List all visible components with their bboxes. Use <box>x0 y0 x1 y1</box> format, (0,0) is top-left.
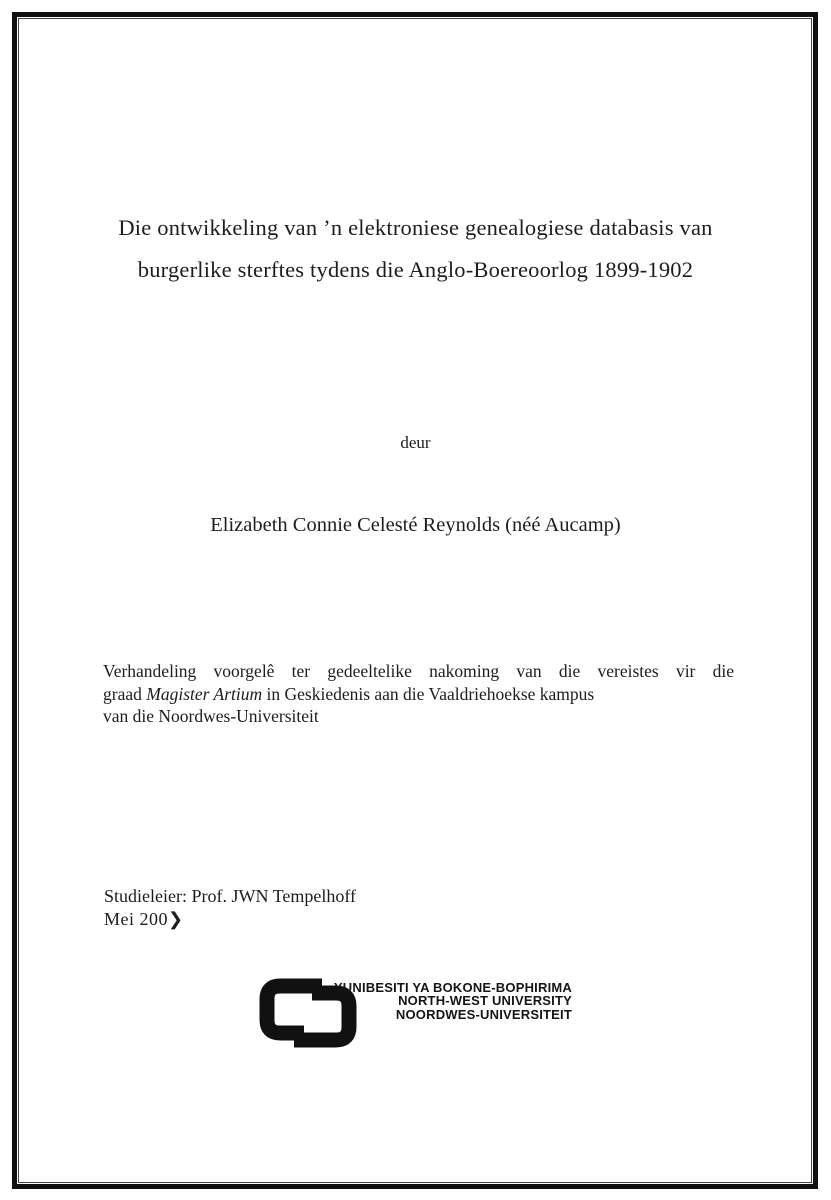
degree-statement-line-2-suffix: in Geskiedenis aan die Vaaldriehoekse kampus <box>262 683 595 704</box>
byline-label: deur <box>400 433 431 452</box>
degree-statement-line-1: Verhandeling voorgelê ter gedeeltelike nakoming van die vereistes vir die <box>103 661 734 681</box>
nwu-logo-text-line-1: YUNIBESITI YA BOKONE-BOPHIRIMA <box>333 980 572 995</box>
author-name: Elizabeth Connie Celesté Reynolds (néé Aucamp) <box>210 514 621 536</box>
thesis-title <box>60 207 771 291</box>
nwu-logo-text-line-3: NOORDWES-UNIVERSITEIT <box>395 1006 572 1022</box>
degree-statement <box>103 660 734 728</box>
supervisor-line: Studieleier: Prof. JWN Tempelhoff <box>104 886 357 906</box>
nwu-logo-text-line-2: NORTH-WEST UNIVERSITY <box>398 993 572 1009</box>
date-line: Mei 200❯ <box>104 909 184 929</box>
supervisor-block <box>104 885 356 931</box>
degree-statement-line-2-prefix: graad <box>103 683 147 704</box>
degree-statement-line-2 <box>103 683 734 706</box>
nwu-logo-text <box>320 981 572 1021</box>
thesis-title-line-2: burgerlike sterftes tydens die Anglo-Boereoorlog 1899-1902 <box>137 257 694 282</box>
nwu-logo <box>258 976 578 1052</box>
degree-statement-line-3: van die Noordwes-Universiteit <box>103 706 319 727</box>
degree-name-italic: Magister Artium <box>146 683 263 704</box>
thesis-title-line-1: Die ontwikkeling van ’n elektroniese genealogiese databasis van <box>118 215 713 240</box>
